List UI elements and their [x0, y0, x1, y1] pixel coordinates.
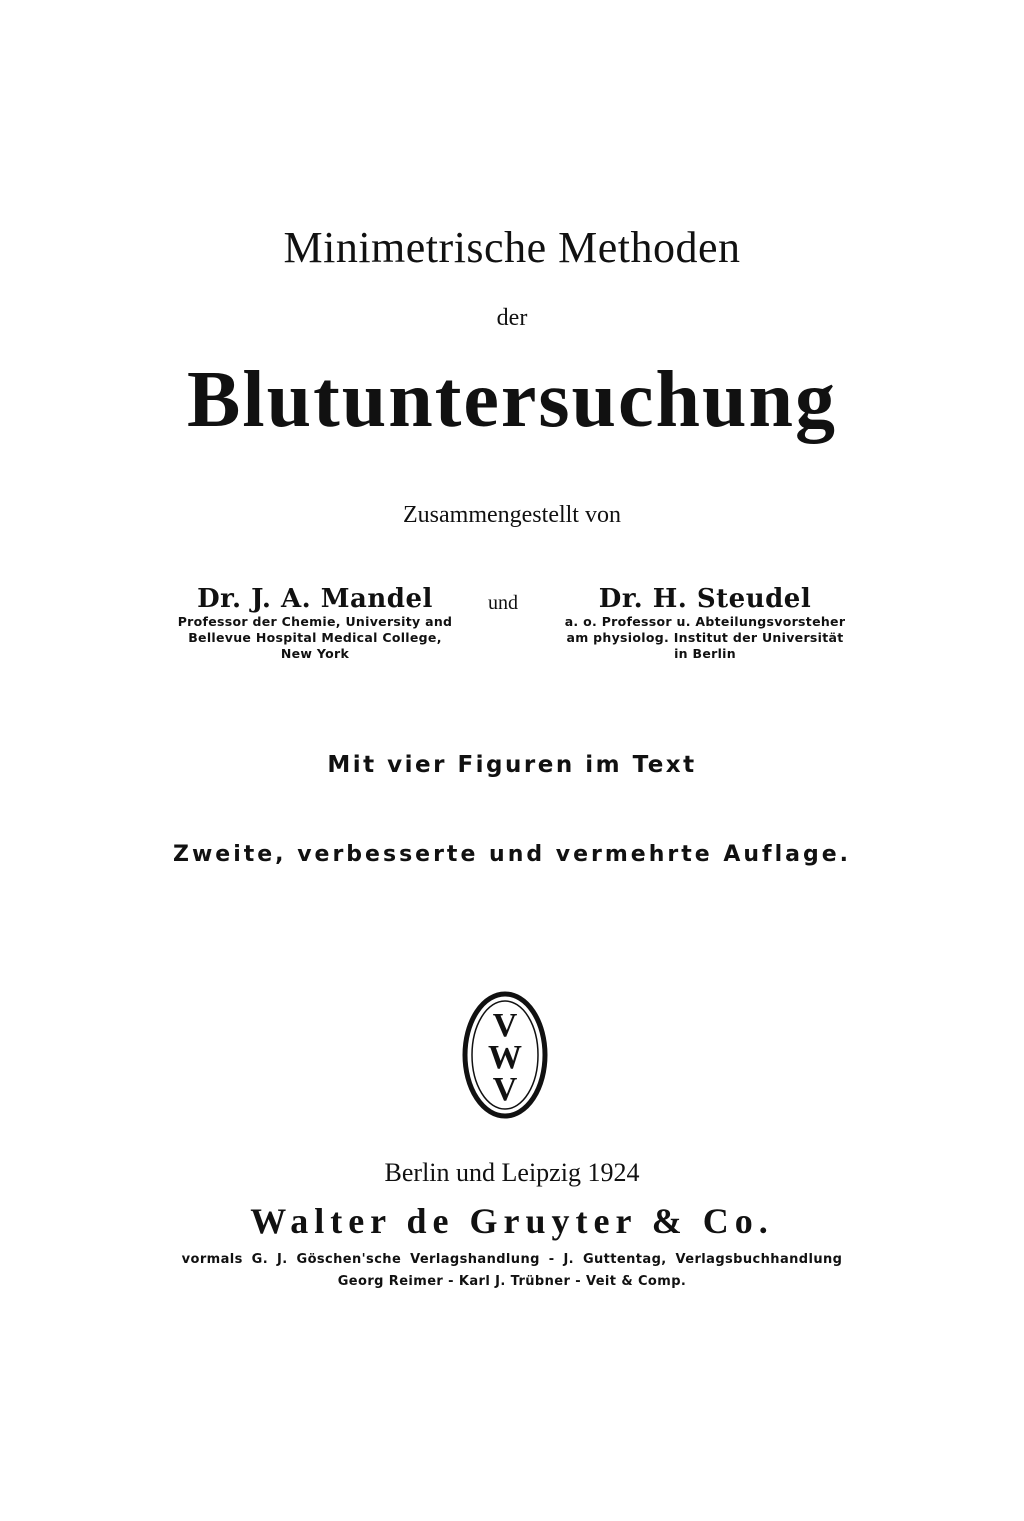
author-name: Dr. J. A. Mandel [197, 584, 433, 614]
and-connector: und [488, 592, 518, 614]
author-affiliation-line: Bellevue Hospital Medical College, [188, 630, 442, 645]
figures-note: Mit vier Figuren im Text [327, 752, 697, 778]
author-affiliation-line: am physiolog. Institut der Universität [566, 630, 844, 645]
main-title: Blutuntersuchung [187, 356, 837, 444]
author-affiliation-line: a. o. Professor u. Abteilungsvorsteher [564, 614, 846, 629]
formerly-line-1: vormals G. J. Göschen'sche Verlagshandlung - J. Guttentag, Verlagsbuchhandlung [181, 1252, 843, 1267]
author-name: Dr. H. Steudel [598, 584, 812, 614]
edition-note: Zweite, verbesserte und vermehrte Auflage. [173, 842, 851, 867]
title-connector: der [496, 305, 528, 331]
author-1 [165, 584, 465, 662]
logo-letter: V [492, 1071, 518, 1108]
formerly-line-2: Georg Reimer - Karl J. Trübner - Veit & Comp. [337, 1274, 687, 1289]
author-affiliation-line: Professor der Chemie, University and [177, 614, 453, 629]
publisher-name: Walter de Gruyter & Co. [250, 1201, 774, 1241]
compiled-by-label: Zusammengestellt von [403, 502, 621, 528]
author-2 [555, 584, 855, 662]
author-affiliation-line: in Berlin [674, 646, 736, 661]
logo-letter: V [492, 1007, 518, 1044]
title-line-1: Minimetrische Methoden [283, 223, 741, 272]
publisher-oval-logo-icon [462, 990, 548, 1120]
logo-letter: W [488, 1039, 522, 1076]
place-and-year: Berlin und Leipzig 1924 [384, 1158, 640, 1187]
author-affiliation-line: New York [280, 646, 350, 661]
